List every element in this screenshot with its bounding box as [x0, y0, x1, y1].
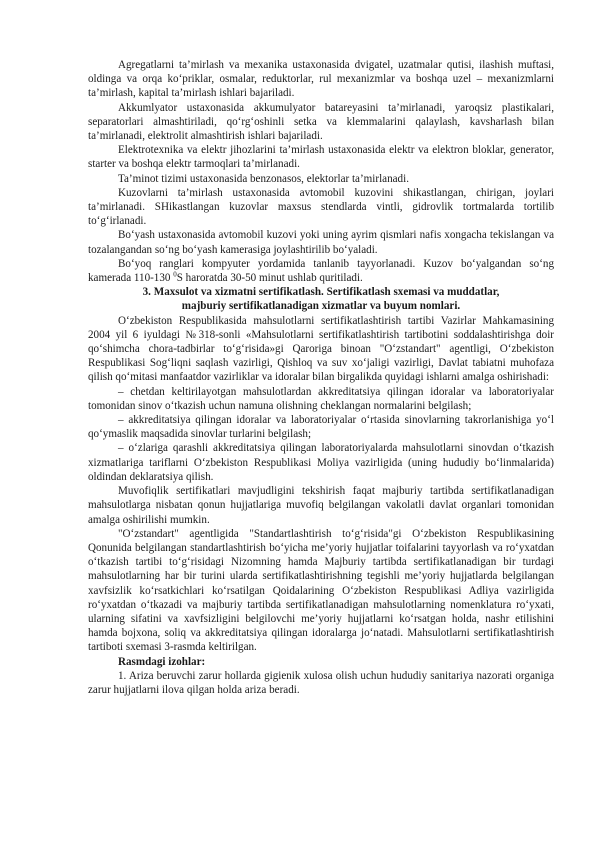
list-item-tariffs: – o‘zlariga qarashli akkreditatsiya qilingan laboratoriyalarda mahsulotlarni sinovdan o‘tkazish xizmatlariga tariflarni O‘zbekiston Respublikasi Moliya vazirligida (uning hududiy bo‘linmalarida) oldindan deklaratsiya qilish. [88, 442, 554, 483]
paragraph-body-repair: Kuzovlarni ta’mirlash ustaxonasida avtomobil kuzovini shikastlangan, chirigan, joylari ta’mirlanadi. SHikastlangan kuzovlar maxsus stendlarda vintli, gidrovlik tortmalarda tortilib to‘g‘irlanadi. [88, 186, 554, 228]
list-item-test-types: – akkreditatsiya qilingan idoralar va laboratoriyalar o‘rtasida sinovlarning takrorlanishiga yo‘l qo‘ymaslik maqsadida sinovlar turlarini belgilash; [88, 414, 554, 441]
degree-sup: 0 [173, 270, 177, 279]
paragraph-aggregates: Agregatlarni ta’mirlash va mexanika ustaxonasida dvigatel, uzatmalar qutisi, ilashish muftasi, oldinga va orqa ko‘priklar, osmalar, reduktorlar, rul mexanizmlar va boshqa uzel – mexanizmlarni ta’mirlash, kapital ta’mirlash ishlari bajariladi. [88, 59, 554, 100]
section-heading-line1: 3. Maxsulot va xizmatni sertifikatlash. Sertifikatlash sxemasi va muddatlar, [142, 286, 500, 299]
notes-title: Rasmdagi izohlar: [118, 655, 206, 668]
paragraph-paint-colors [88, 257, 554, 285]
paragraph-uzstandart: "O‘zstandart" agentligida "Standartlashtirish to‘g‘risida"gi O‘zbekiston Respublikasining Qonunida belgilangan standartlashtirish bo‘yicha me’yoriy hujjatlar toifalarini tayyorlash va ro‘yxatdan o‘tkazish tartibi to‘g‘risidagi Nizomning hamda Majburiy tartibda sertifikatlanadigan bir turdagi mahsulotlarning har bir turini ularda sertifikatlashtirishning tegishli me’yoriy hujjatlarda belgilangan xavfsizlik ko‘rsatkichlari ko‘rsatilgan Qoidalarining O‘zbekiston Respublikasi Adliya vazirligida ro‘yxatdan o‘tkazadi va majburiy tartibda sertifikatlanadigan mahsulotlarning nomenklatura ro‘yxati, ularning sifatini va xavfsizligini belgilovchi me’yoriy hujjatlarni ko‘rsatgan holda, nashr etilishini hamda bojxona, soliq va akkreditatsiya qilingan idoralarga jo‘natadi. Mahsulotlarni sertifikatlashtirish tartiboti sxemasi 3-rasmda keltirilgan. [88, 527, 554, 654]
document-body [88, 58, 554, 697]
paragraph-electrical: Elektrotexnika va elektr jihozlarini ta’mirlash ustaxonasida elektr va elektron bloklar, generator, starter va boshqa elektr tarmoqlari ta’mirlanadi. [88, 144, 554, 171]
paragraph-battery: Akkumlyator ustaxonasida akkumulyator batareyasini ta’mirlanadi, yaroqsiz plastikalari, separatorlari almashtiriladi, qo‘rg‘oshinli setka va klemmalarini qalaylash, kavsharlash bilan ta’mirlanadi, elektrolit almashtirish ishlari bajariladi. [88, 101, 554, 143]
note-item-1: 1. Ariza beruvchi zarur hollarda gigienik xulosa olish uchun hududiy sanitariya nazorati organiga zarur hujjatlarni ilova qilgan holda ariza beradi. [88, 669, 554, 696]
paragraph-painting: Bo‘yash ustaxonasida avtomobil kuzovi yoki uning ayrim qismlari nafis xongacha tekislangan va tozalangandan so‘ng bo‘yash kamerasiga joylashtirilib bo‘yaladi. [88, 229, 554, 256]
section-heading-line2: majburiy sertifikatlanadigan xizmatlar va buyum nomlari. [181, 300, 461, 313]
paint-text-end: S haroratda 30-50 minut ushlab quritiladi. [176, 272, 363, 285]
list-item-sampling: – chetdan keltirilayotgan mahsulotlardan akkreditatsiya qilingan idoralar va laboratoriyalar tomonidan sinov o‘tkazish uchun namuna olishning cheklangan normalarini belgilash; [88, 385, 554, 412]
paragraph-fuel-system: Ta’minot tizimi ustaxonasida benzonasos, elektorlar ta’mirlanadi. [118, 172, 409, 185]
paint-text-start: Bo‘yoq ranglari kompyuter yordamida tanlanib tayyorlanadi. Kuzov bo‘yalgandan so‘ng kamerada 110-130 [88, 257, 554, 285]
paragraph-certification-order: O‘zbekiston Respublikasida mahsulotlarni sertifikatlashtirish tartibi Vazirlar Mahkamasining 2004 yil 6 iyuldagi №318-sonli «Mahsulotlarni sertifikatlashtirish tartibotini soddalashtirishga doir qo‘shimcha chora-tadbirlar to‘g‘risida»gi Qaroriga binoan "O‘zstandart" agentligi, O‘zbekiston Respublikasi Sog‘liqni saqlash vazirligi, Qishloq va suv xo‘jaligi vazirligi, Davlat tabiatni muhofaza qilish qo‘mitasi manfaatdor vazirliklar va idoralar bilan birgalikda quyidagi ishlarni amalga oshirishadi: [88, 314, 554, 384]
paragraph-conformity-check: Muvofiqlik sertifikatlari mavjudligini tekshirish faqat majburiy tartibda sertifikatlanadigan mahsulotlarga nisbatan qonun hujjatlariga muvofiq belgilangan vakolatli davlat organlari tomonidan amalga oshirilishi mumkin. [88, 485, 554, 526]
